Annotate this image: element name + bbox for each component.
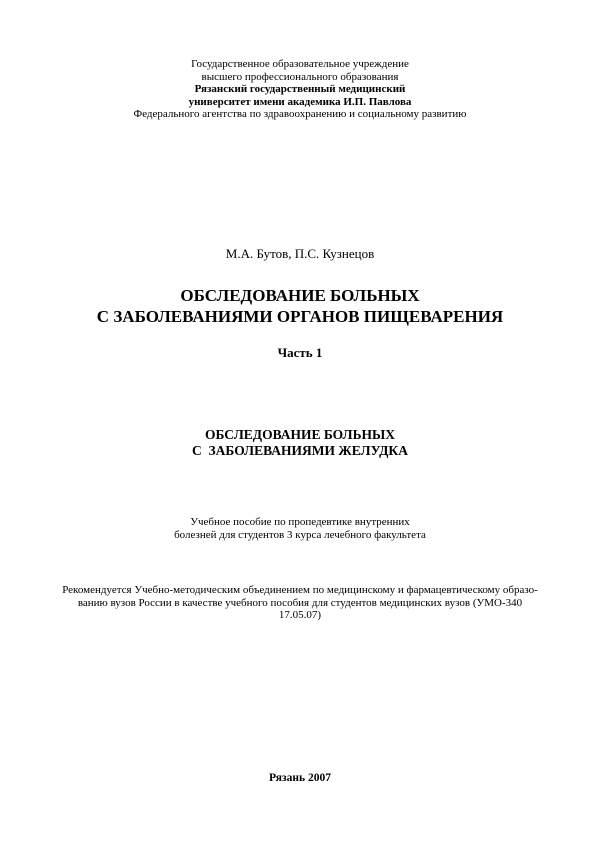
recommendation	[52, 584, 548, 622]
recommendation-line-2: ванию вузов России в качестве учебного пособия для студентов медицинских вузов (УМО-340	[77, 596, 523, 609]
description-line-2: болезней для студентов 3 курса лечебного факультета	[174, 529, 426, 541]
authors: М.А. Бутов, П.С. Кузнецов	[225, 246, 375, 261]
sub-title	[0, 427, 600, 459]
description-line-1: Учебное пособие по пропедевтике внутренних	[190, 516, 410, 528]
institution-line-name: Рязанский государственный медицинский	[194, 83, 406, 95]
sub-title-line-2: С ЗАБОЛЕВАНИЯМИ ЖЕЛУДКА	[192, 443, 408, 458]
institution-line-agency: Федерального агентства по здравоохранению и социальному развитию	[133, 108, 467, 120]
recommendation-line-3: 17.05.07)	[278, 609, 322, 621]
sub-title-line-1: ОБСЛЕДОВАНИЕ БОЛЬНЫХ	[204, 427, 396, 442]
main-title-line-1: ОБСЛЕДОВАНИЕ БОЛЬНЫХ	[180, 286, 420, 305]
main-title-line-2: С ЗАБОЛЕВАНИЯМИ ОРГАНОВ ПИЩЕВАРЕНИЯ	[96, 307, 504, 326]
part-label: Часть 1	[277, 345, 323, 360]
recommendation-line-1: Рекомендуется Учебно-методическим объединением по медицинскому и фармацевтическому образо-	[62, 584, 538, 596]
place-year: Рязань 2007	[269, 772, 331, 784]
institution-line-level: высшего профессионального образования	[201, 70, 399, 83]
institution-line-type: Государственное образовательное учреждение	[191, 58, 409, 70]
institution-line-university: университет имени академика И.П. Павлова	[188, 95, 412, 108]
main-title	[0, 285, 600, 327]
institution-block	[0, 58, 600, 121]
description	[0, 516, 600, 542]
